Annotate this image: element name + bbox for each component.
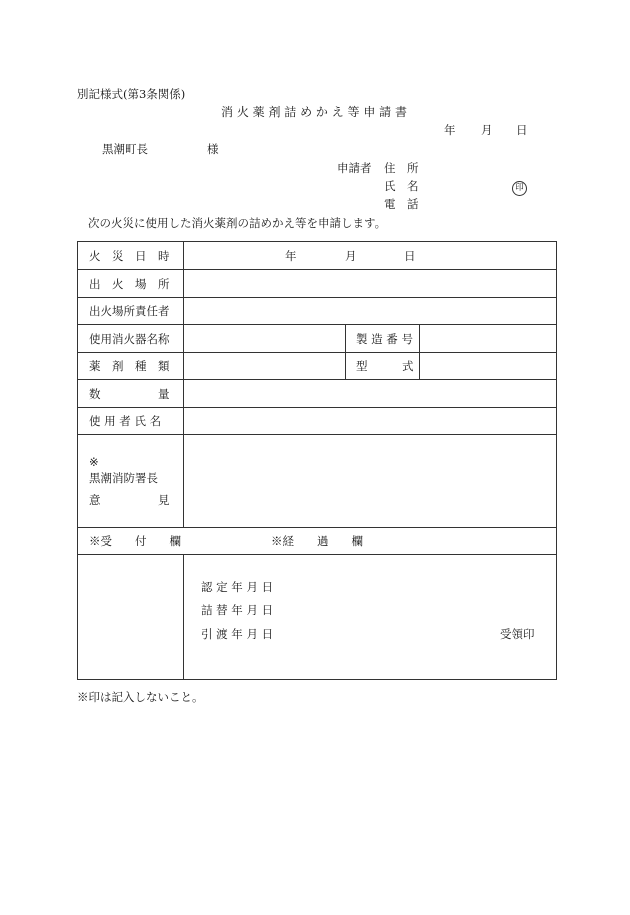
approval-date-label: 認 定 年 月 日	[201, 580, 274, 594]
user-name-field[interactable]	[184, 408, 555, 433]
agent-type-label: 薬 剤 種 類	[89, 359, 170, 373]
phone-label: 電 話	[384, 197, 419, 211]
honorific: 様	[207, 142, 219, 156]
fire-datetime-label: 火 災 日 時	[89, 249, 170, 263]
serial-number-field[interactable]	[420, 325, 555, 351]
chief-label: 黒潮消防署長	[89, 471, 158, 485]
intro-text: 次の火災に使用した消火薬剤の詰めかえ等を申請します。	[88, 216, 387, 230]
agent-type-field[interactable]	[184, 353, 344, 378]
application-form-table	[77, 241, 557, 680]
chief-note-mark: ※	[89, 455, 99, 469]
user-name-label: 使 用 者 氏 名	[89, 414, 162, 428]
model-label: 型 式	[356, 359, 414, 373]
form-reference: 別記様式(第3条関係)	[77, 87, 186, 101]
fire-datetime-field[interactable]	[184, 243, 555, 268]
extinguisher-name-label: 使用消火器名称	[89, 332, 170, 346]
serial-number-label: 製 造 番 号	[356, 332, 413, 346]
seal-stamp	[512, 179, 527, 196]
date-day-label: 日	[516, 123, 528, 137]
fire-datetime-day: 日	[404, 249, 416, 263]
fire-datetime-month: 月	[345, 249, 357, 263]
receipt-seal-label: 受領印	[500, 627, 535, 641]
date-year-label: 年	[444, 123, 456, 137]
opinion-label: 意 見	[89, 493, 170, 507]
extinguisher-name-field[interactable]	[184, 325, 344, 351]
name-label: 氏 名	[384, 179, 419, 193]
fire-place-label: 出 火 場 所	[89, 277, 170, 291]
fire-place-field[interactable]	[184, 270, 555, 296]
applicant-label: 申請者	[337, 161, 372, 175]
handover-date-label: 引 渡 年 月 日	[201, 627, 274, 641]
fire-datetime-year: 年	[285, 249, 297, 263]
footer-note: ※印は記入しないこと。	[77, 690, 204, 704]
addressee: 黒潮町長	[102, 142, 148, 156]
quantity-label: 数 量	[89, 387, 170, 401]
progress-label: ※経 過 欄	[271, 534, 363, 548]
reception-label: ※受 付 欄	[89, 534, 181, 548]
seal-mark: 印	[512, 181, 527, 196]
place-manager-label: 出火場所責任者	[89, 304, 170, 318]
date-month-label: 月	[481, 123, 493, 137]
address-label: 住 所	[384, 161, 419, 175]
quantity-field[interactable]	[184, 380, 555, 406]
place-manager-field[interactable]	[184, 298, 555, 323]
reception-field[interactable]	[78, 555, 182, 678]
refill-date-label: 詰 替 年 月 日	[201, 603, 274, 617]
form-title: 消 火 薬 剤 詰 め か え 等 申 請 書	[221, 105, 407, 119]
model-field[interactable]	[420, 353, 555, 378]
chief-opinion-field[interactable]	[184, 435, 555, 526]
